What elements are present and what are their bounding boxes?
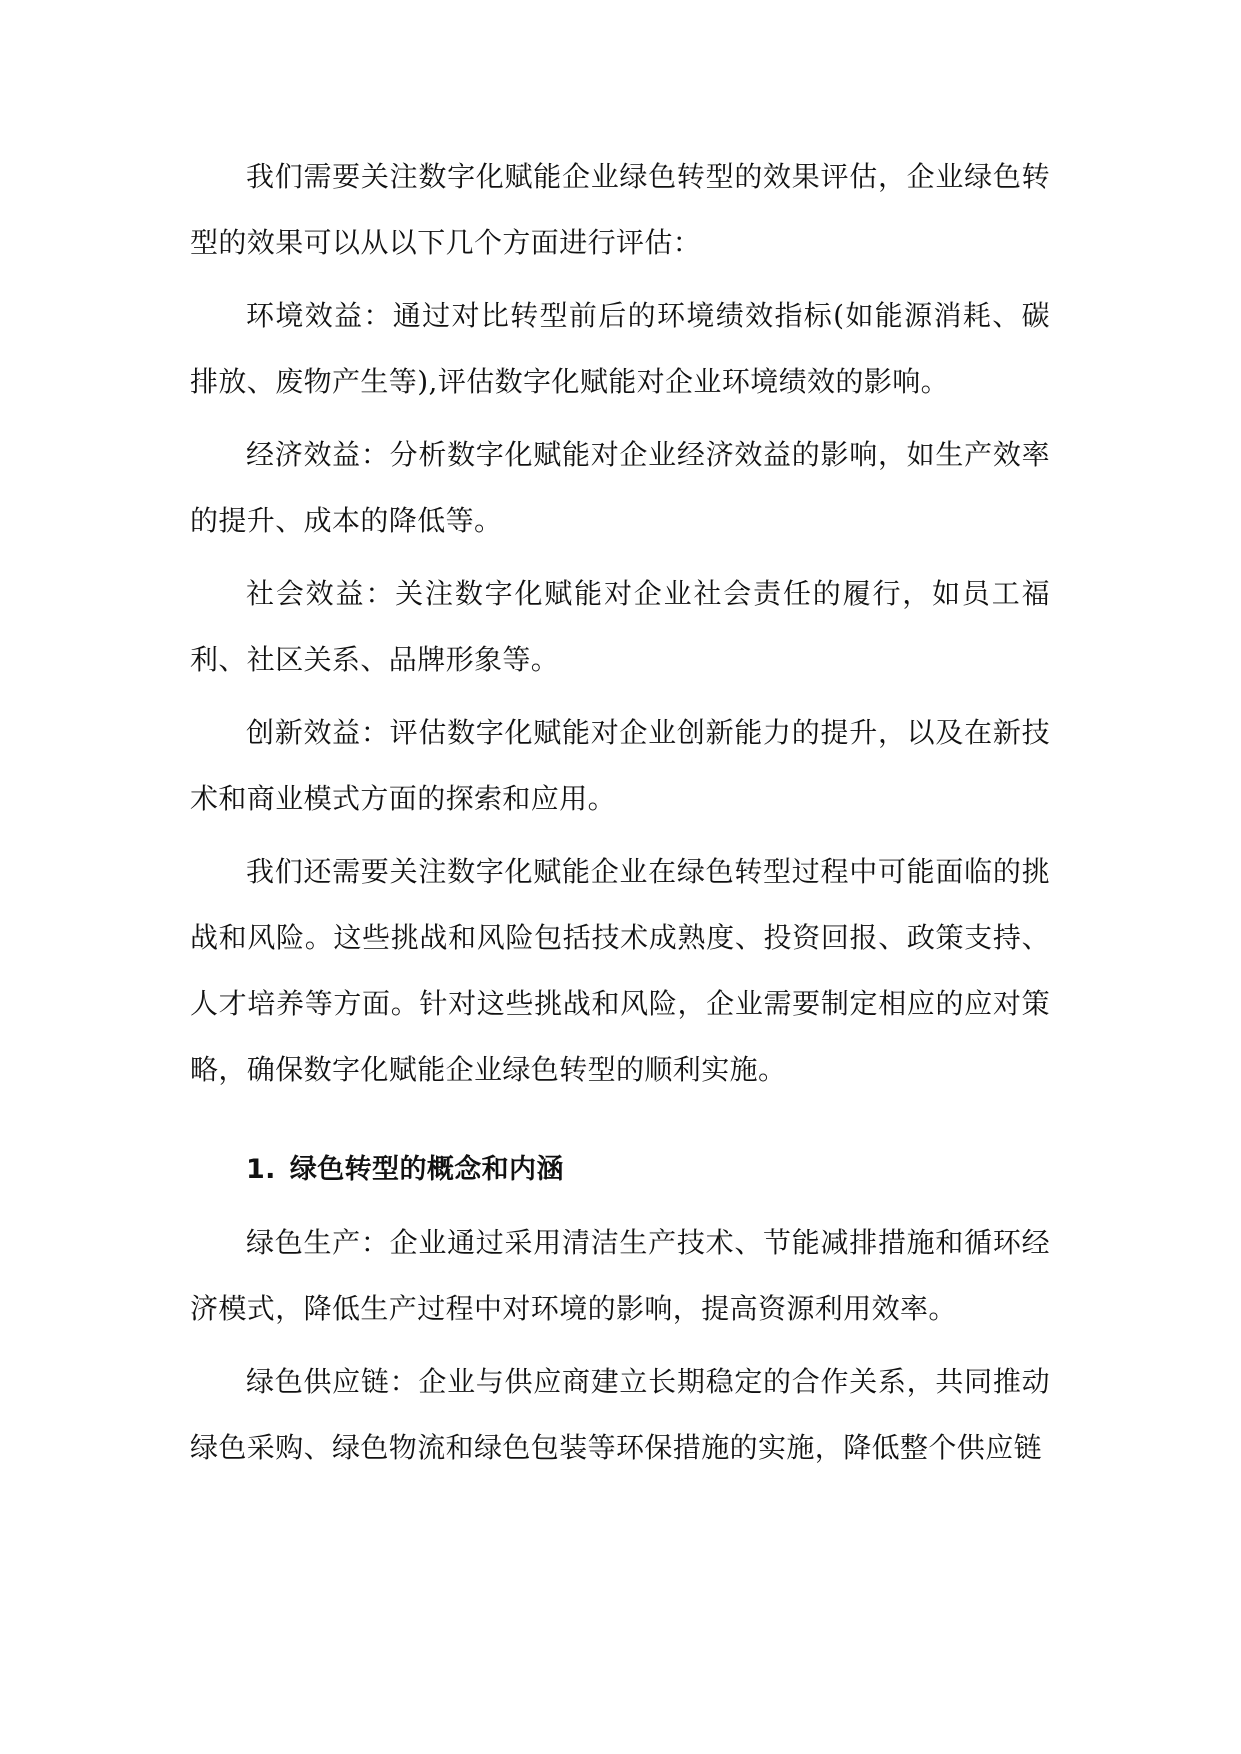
paragraph-challenges-risks: 我们还需要关注数字化赋能企业在绿色转型过程中可能面临的挑战和风险。这些挑战和风险包括技术成熟度、投资回报、政策支持、人才培养等方面。针对这些挑战和风险，企业需要制定相应的应对策略，确保数字化赋能企业绿色转型的顺利实施。 [190,855,1050,1086]
section-heading [190,1137,1050,1203]
paragraph-effect-evaluation: 我们需要关注数字化赋能企业绿色转型的效果评估，企业绿色转型的效果可以从以下几个方面进行评估： [190,160,1050,259]
document-body [190,144,1050,1488]
paragraph-green-production: 绿色生产：企业通过采用清洁生产技术、节能减排措施和循环经济模式，降低生产过程中对环境的影响，提高资源利用效率。 [190,1226,1050,1325]
paragraph-environmental-benefit: 环境效益：通过对比转型前后的环境绩效指标(如能源消耗、碳排放、废物产生等),评估数字化赋能对企业环境绩效的影响。 [190,299,1050,398]
section-title: 绿色转型的概念和内涵 [289,1154,564,1185]
paragraph-innovation-benefit: 创新效益：评估数字化赋能对企业创新能力的提升，以及在新技术和商业模式方面的探索和应用。 [190,716,1050,815]
section-number: 1. [246,1154,276,1185]
paragraph-social-benefit: 社会效益：关注数字化赋能对企业社会责任的履行，如员工福利、社区关系、品牌形象等。 [190,577,1050,676]
paragraph-green-supply-chain: 绿色供应链：企业与供应商建立长期稳定的合作关系，共同推动绿色采购、绿色物流和绿色包装等环保措施的实施，降低整个供应链 [190,1365,1050,1464]
paragraph-economic-benefit: 经济效益：分析数字化赋能对企业经济效益的影响，如生产效率的提升、成本的降低等。 [190,438,1050,537]
